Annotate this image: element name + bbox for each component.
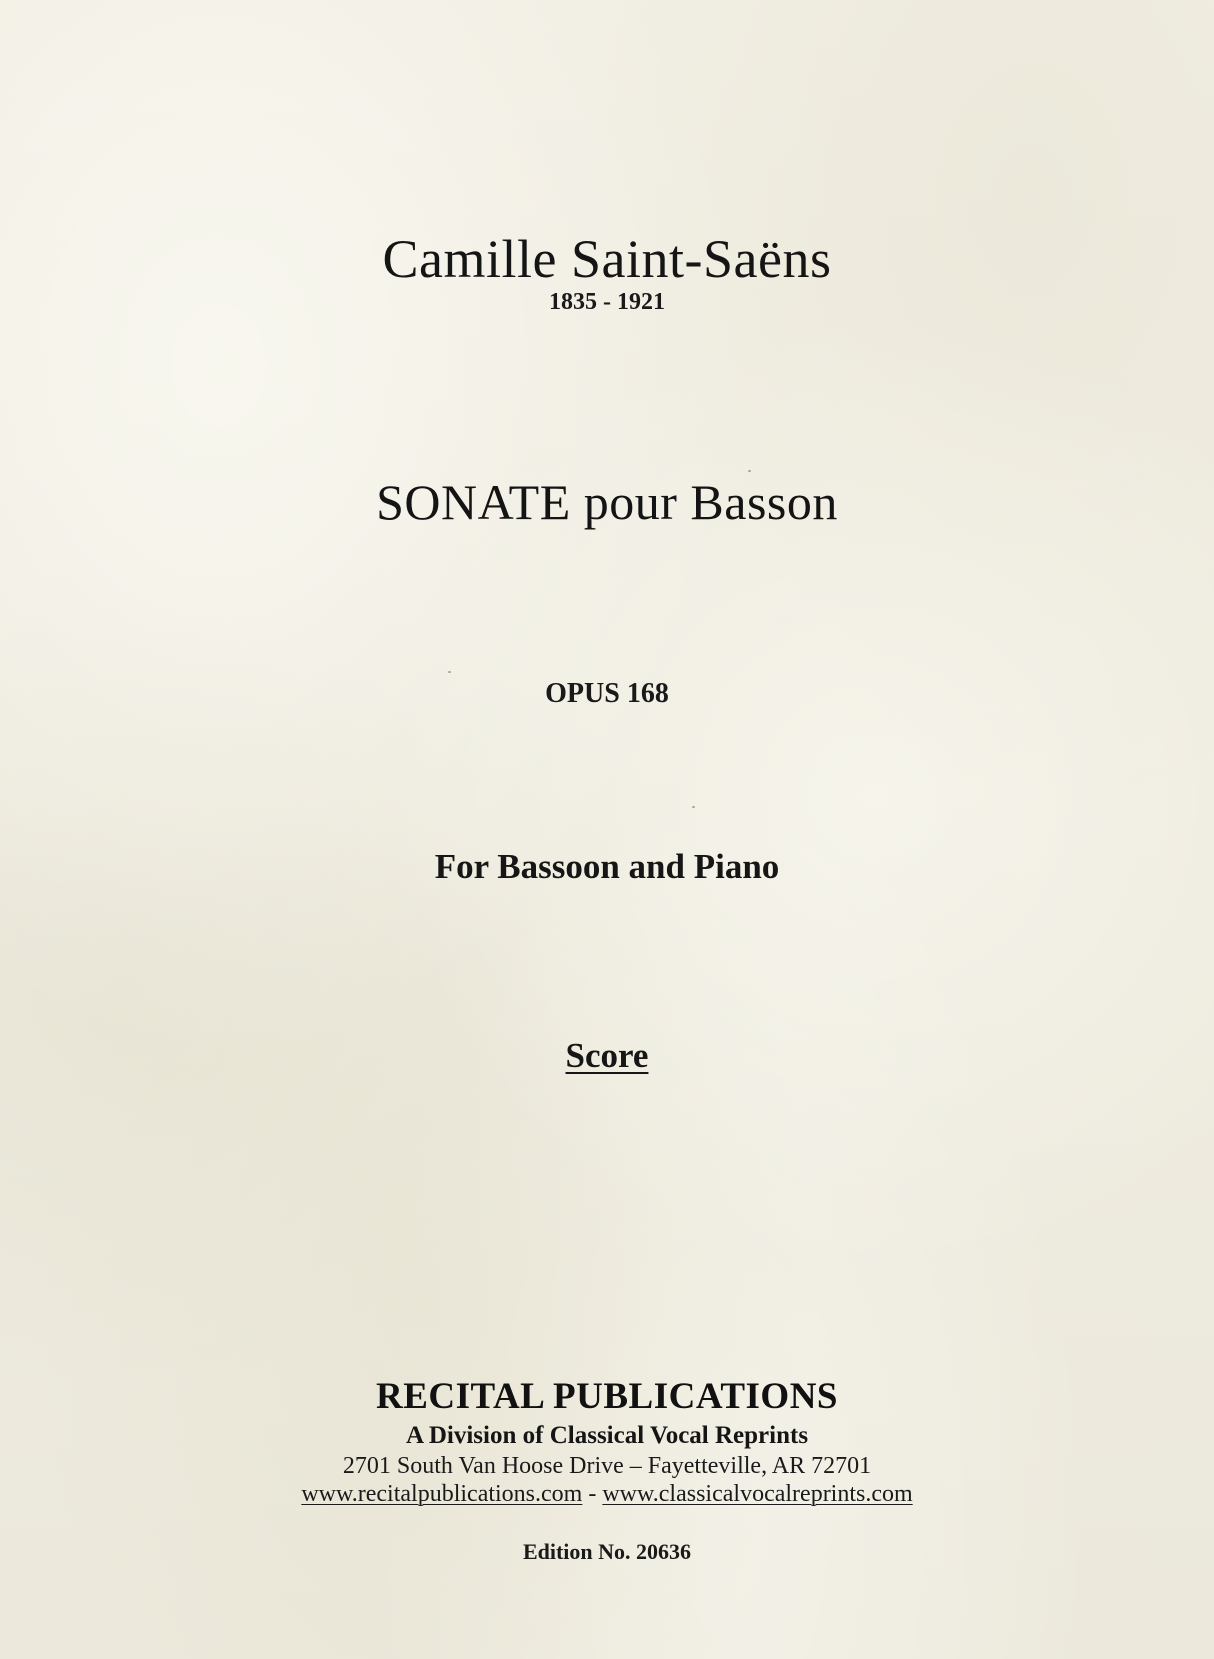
paper-speck xyxy=(748,470,751,472)
classical-vocal-reprints-link[interactable]: www.classicalvocalreprints.com xyxy=(602,1481,913,1507)
publisher-address: 2701 South Van Hoose Drive – Fayetteville, AR 72701 xyxy=(342,1453,872,1479)
instrumentation: For Bassoon and Piano xyxy=(434,847,780,886)
opus-number: OPUS 168 xyxy=(545,678,669,709)
publisher-division: A Division of Classical Vocal Reprints xyxy=(405,1422,809,1449)
composer-name: Camille Saint-Saëns xyxy=(382,229,832,289)
paper-speck xyxy=(692,806,695,808)
paper-speck xyxy=(448,671,451,673)
score-label xyxy=(0,1038,1214,1073)
composer-dates: 1835 - 1921 xyxy=(549,289,665,315)
work-title: SONATE pour Basson xyxy=(376,474,838,530)
recital-publications-link[interactable]: www.recitalpublications.com xyxy=(301,1481,583,1507)
edition-number: Edition No. 20636 xyxy=(522,1539,692,1564)
score-label-text: Score xyxy=(565,1036,649,1075)
website-separator: - xyxy=(582,1481,603,1507)
publisher-name: RECITAL PUBLICATIONS xyxy=(376,1376,838,1417)
publisher-websites xyxy=(0,1482,1214,1506)
